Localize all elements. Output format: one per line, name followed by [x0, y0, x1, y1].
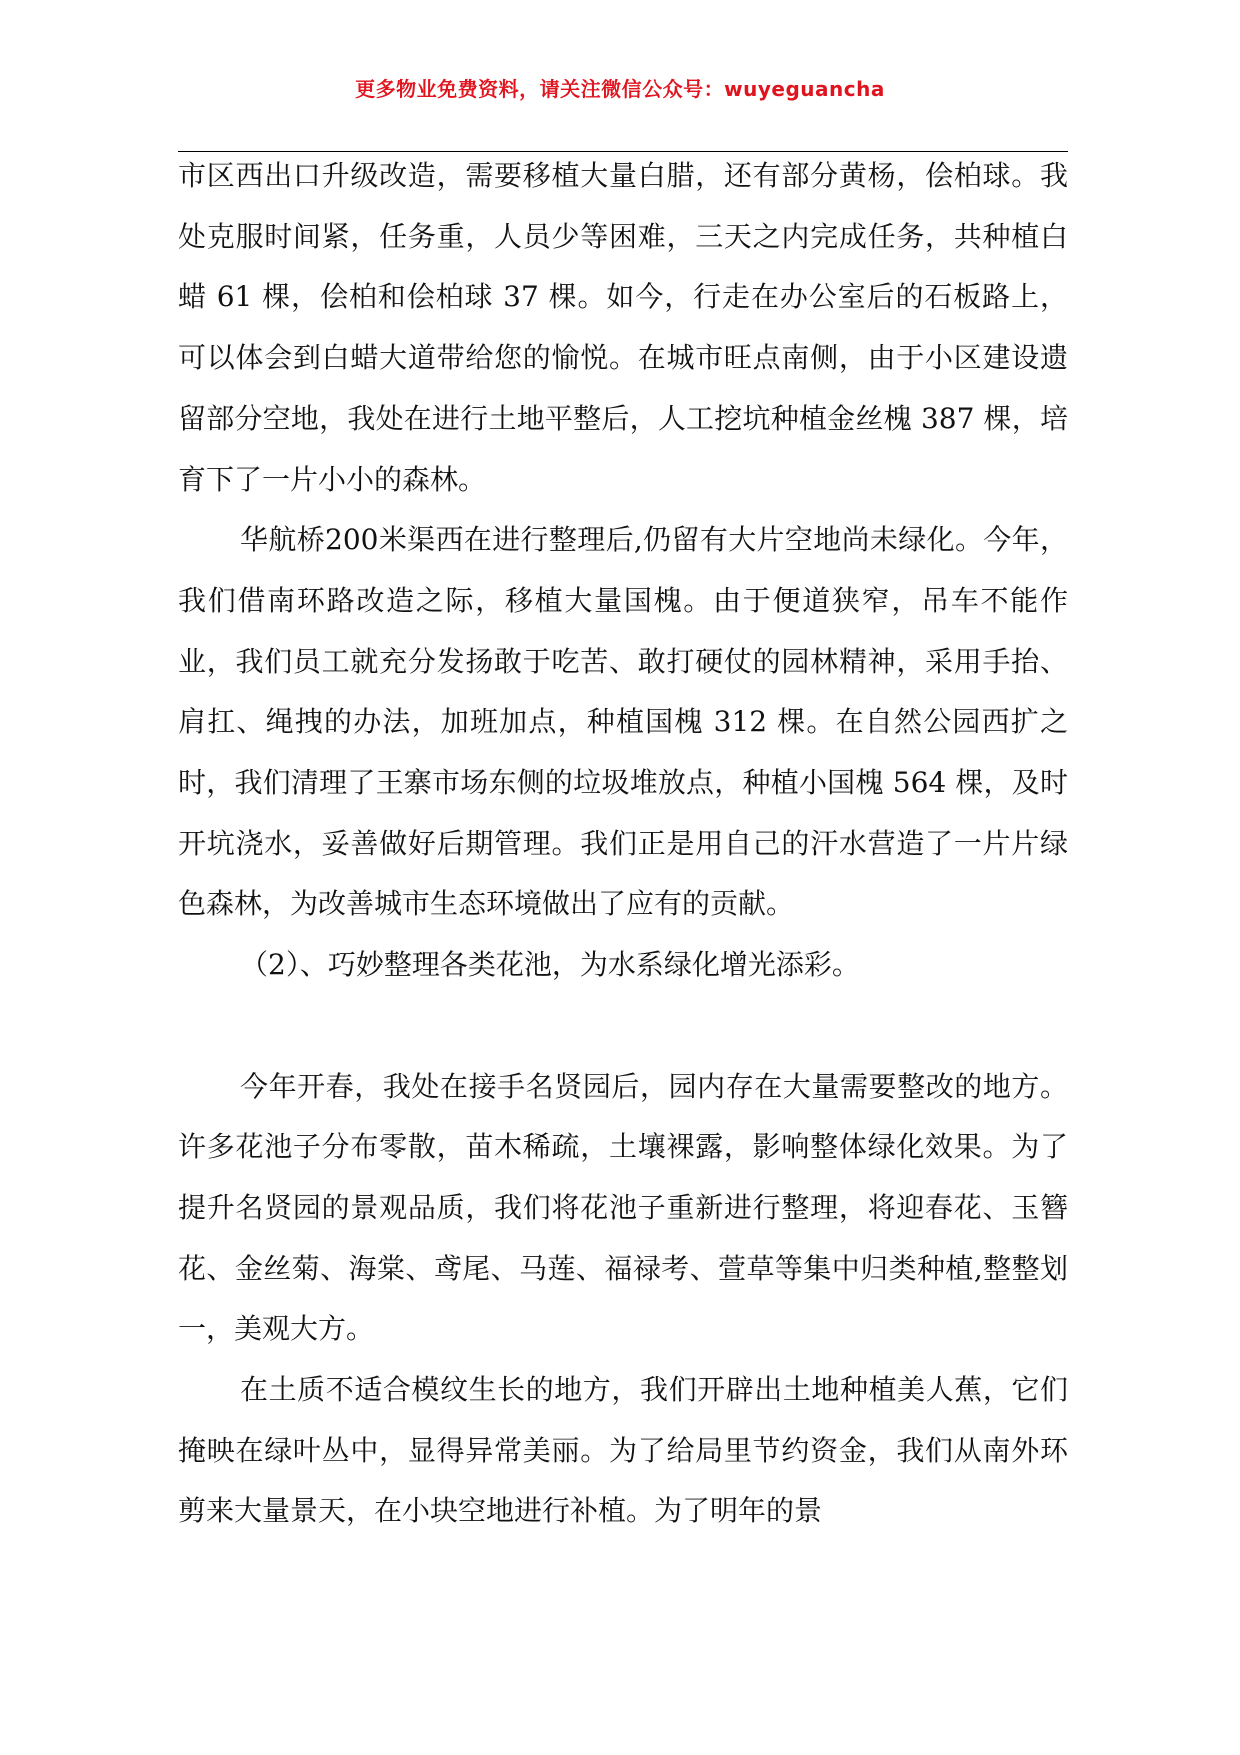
paragraph-2: 华航桥200米渠西在进行整理后,仍留有大片空地尚未绿化。今年，我们借南环路改造之际，移植大量国槐。由于便道狭窄，吊车不能作业，我们员工就充分发扬敢于吃苦、敢打硬仗的园林精神，采用手抬、肩扛、绳拽的办法，加班加点，种植国槐 312 棵。在自然公园西扩之时，我们清理了王寨市场东侧的垃圾堆放点，种植小国槐 564 棵，及时开坑浇水，妥善做好后期管理。我们正是用自己的汗水营造了一片片绿色森林，为改善城市生态环境做出了应有的贡献。 [178, 523, 1068, 921]
paragraph-1: 市区西出口升级改造，需要移植大量白腊，还有部分黄杨，侩柏球。我处克服时间紧，任务重，人员少等困难，三天之内完成任务，共种植白蜡 61 棵，侩柏和侩柏球 37 棵。如今，行走在办公室后的石板路上，可以体会到白蜡大道带给您的愉悦。在城市旺点南侧，由于小区建设遗留部分空地，我处在进行土地平整后，人工挖坑种植金丝槐 387 棵，培育下了一片小小的森林。 [178, 159, 1068, 496]
paragraph-4: 在土质不适合模纹生长的地方，我们开辟出土地种植美人蕉，它们掩映在绿叶丛中，显得异常美丽。为了给局里节约资金，我们从南外环剪来大量景天，在小块空地进行补植。为了明年的景 [178, 1373, 1068, 1528]
page-header-promo: 更多物业免费资料，请关注微信公众号：wuyeguancha [355, 77, 885, 101]
blank-line [178, 996, 1068, 1057]
document-body [178, 146, 1068, 1542]
section-heading: （2）、巧妙整理各类花池，为水系绿化增光添彩。 [240, 948, 860, 982]
paragraph-3: 今年开春，我处在接手名贤园后，园内存在大量需要整改的地方。许多花池子分布零散，苗木稀疏，土壤裸露，影响整体绿化效果。为了提升名贤园的景观品质，我们将花池子重新进行整理，将迎春花、玉簪花、金丝菊、海棠、鸢尾、马莲、福禄考、萱草等集中归类种植,整整划一，美观大方。 [178, 1069, 1068, 1346]
